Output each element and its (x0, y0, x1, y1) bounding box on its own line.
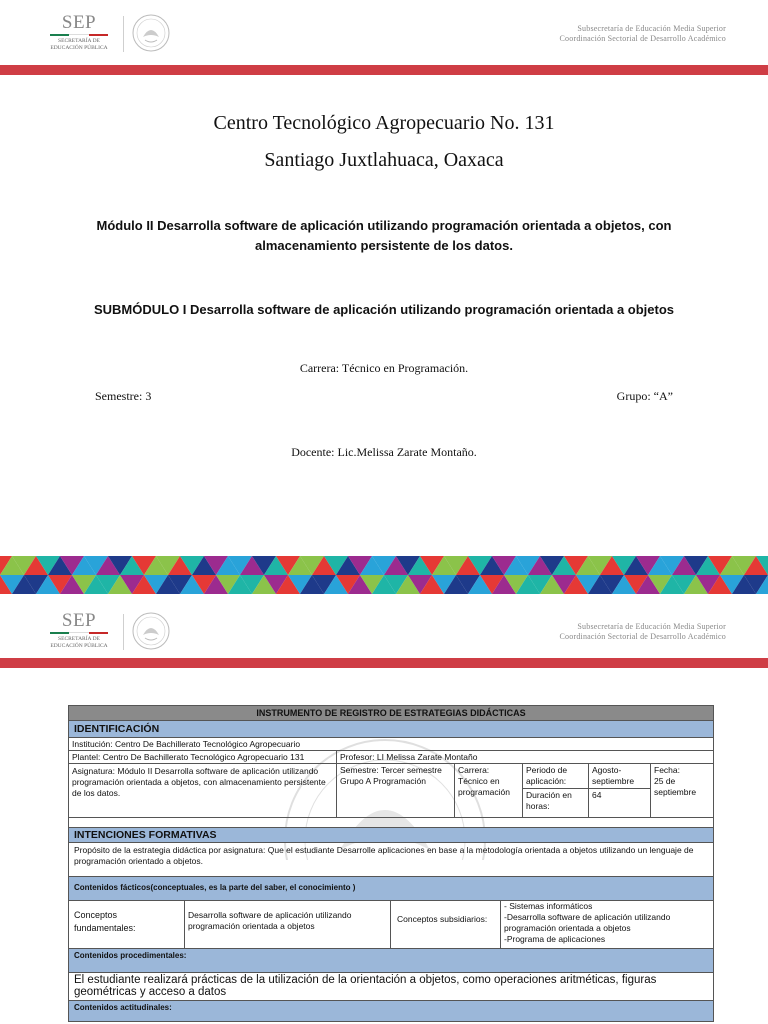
fecha-label: Fecha: (654, 765, 680, 775)
sep-logo-2: SEP (61, 610, 97, 631)
duracion-label: Duración en horas: (526, 790, 572, 811)
semestre-text: Semestre: 3 (95, 389, 152, 403)
page-header (0, 0, 768, 66)
identificacion-header: IDENTIFICACIÓN (69, 721, 713, 737)
page-title: Centro Tecnológico Agropecuario No. 131 (213, 112, 555, 134)
asignatura-row (69, 764, 713, 818)
institucion-row (69, 738, 713, 751)
fecha-cell (651, 764, 713, 817)
sep-subtitle-1b: SECRETARÍA DE (58, 636, 100, 642)
header-divider (123, 16, 124, 52)
header-divider-2 (123, 614, 124, 650)
conceptos-fund-label: Conceptos fundamentales: (69, 901, 185, 948)
docente-text: Docente: Lic.Melissa Zarate Montaño. (291, 445, 477, 459)
asignatura-cell: Asignatura: Módulo II Desarrolla software de aplicación utilizando programación orientada a objetos, con almacenamiento persistente de los datos. (69, 764, 337, 817)
profesor-cell: Profesor: LI Melissa Zarate Montaño (340, 752, 478, 762)
strategy-table (68, 705, 714, 1022)
periodo-duracion-values (589, 764, 651, 817)
sep-subtitle-2: EDUCACIÓN PÚBLICA (50, 45, 108, 51)
sep-subtitle-1: SECRETARÍA DE (58, 38, 100, 44)
header-red-bar (0, 65, 768, 75)
header-right-line-2: Coordinación Sectorial de Desarrollo Académico (559, 34, 726, 43)
duracion-value: 64 (592, 790, 602, 800)
proposito-cell: Propósito de la estrategia didáctica por asignatura: Que el estudiante Desarrolle aplicaciones en base a la metodología orientada a objetos utilizando un lenguaje de programación orientado a objetos. (74, 845, 694, 866)
sep-color-bar (50, 34, 108, 36)
identificacion-row (69, 721, 713, 738)
spacer-row (69, 818, 713, 828)
conceptos-sub-items: - Sistemas informáticos -Desarrolla software de aplicación utilizando programación orientada a objetos -Programa de aplicaciones (504, 901, 671, 944)
modulo-text (60, 216, 708, 256)
header-red-bar-2 (0, 658, 768, 668)
actitudinales-header: Contenidos actitudinales: (69, 1001, 713, 1021)
submodulo-text: SUBMÓDULO I Desarrolla software de aplicación utilizando programación orientada a objetos (93, 302, 675, 317)
sep-subtitle-2b: EDUCACIÓN PÚBLICA (50, 643, 108, 649)
intenciones-header: INTENCIONES FORMATIVAS (69, 828, 713, 842)
modulo-line-2: almacenamiento persistente de los datos. (255, 238, 513, 253)
plantel-cell: Plantel: Centro De Bachillerato Tecnológico Agropecuario 131 (69, 751, 337, 763)
carrera-cell: Carrera: Técnico en programación (455, 764, 523, 817)
header-right-line-1: Subsecretaría de Educación Media Superior (577, 24, 726, 33)
conceptos-row (69, 901, 713, 949)
plantel-row (69, 751, 713, 764)
periodo-label: Periodo de aplicación: (523, 764, 588, 789)
header-right-line-1b: Subsecretaría de Educación Media Superior (577, 622, 726, 631)
sep-logo-block-2 (44, 612, 114, 650)
mexico-seal-icon-2 (131, 611, 171, 651)
page-header-2 (0, 598, 768, 664)
procedimentales-row (69, 949, 713, 973)
conceptos-sub-label: Conceptos subsidiarios: (391, 901, 501, 948)
table-title: INSTRUMENTO DE REGISTRO DE ESTRATEGIAS DIDÁCTICAS (69, 706, 713, 720)
facticos-header: Contenidos fácticos(conceptuales, es la parte del saber, el conocimiento ) (69, 877, 713, 900)
header-right-text-2 (560, 622, 726, 642)
modulo-line-1: Módulo II Desarrolla software de aplicación utilizando programación orientada a objetos, con (96, 218, 672, 233)
procedimentales-header: Contenidos procedimentales: (69, 949, 713, 972)
table-title-row (69, 706, 713, 721)
page-subtitle: Santiago Juxtlahuaca, Oaxaca (264, 149, 504, 171)
procedimentales-value: El estudiante realizará prácticas de la utilización de la orientación a objetos, como operaciones aritméticas, figuras geométricas y acceso a datos (74, 974, 657, 998)
periodo-duracion-col (523, 764, 589, 817)
sep-logo: SEP (61, 12, 97, 33)
institucion-cell: Institución: Centro De Bachillerato Tecnológico Agropecuario (72, 739, 301, 749)
proposito-row (69, 843, 713, 877)
conceptos-fund-value: Desarrolla software de aplicación utilizando programación orientada a objetos (185, 901, 391, 948)
procedimentales-value-row (69, 973, 713, 1001)
carrera-text: Carrera: Técnico en Programación. (299, 361, 469, 375)
periodo-value: Agosto-septiembre (589, 764, 650, 789)
sep-logo-block (44, 14, 114, 52)
header-right-line-2b: Coordinación Sectorial de Desarrollo Académico (559, 632, 726, 641)
fecha-value: 25 de septiembre (654, 776, 697, 797)
intenciones-row (69, 828, 713, 843)
header-right-text (560, 24, 726, 44)
mexico-seal-icon (131, 13, 171, 53)
semestre-cell: Semestre: Tercer semestre Grupo A Programación (337, 764, 455, 817)
facticos-row (69, 877, 713, 901)
actitudinales-row (69, 1001, 713, 1021)
grupo-text: Grupo: “A” (616, 389, 673, 403)
decorative-triangle-band (0, 556, 768, 594)
sep-color-bar-2 (50, 632, 108, 634)
